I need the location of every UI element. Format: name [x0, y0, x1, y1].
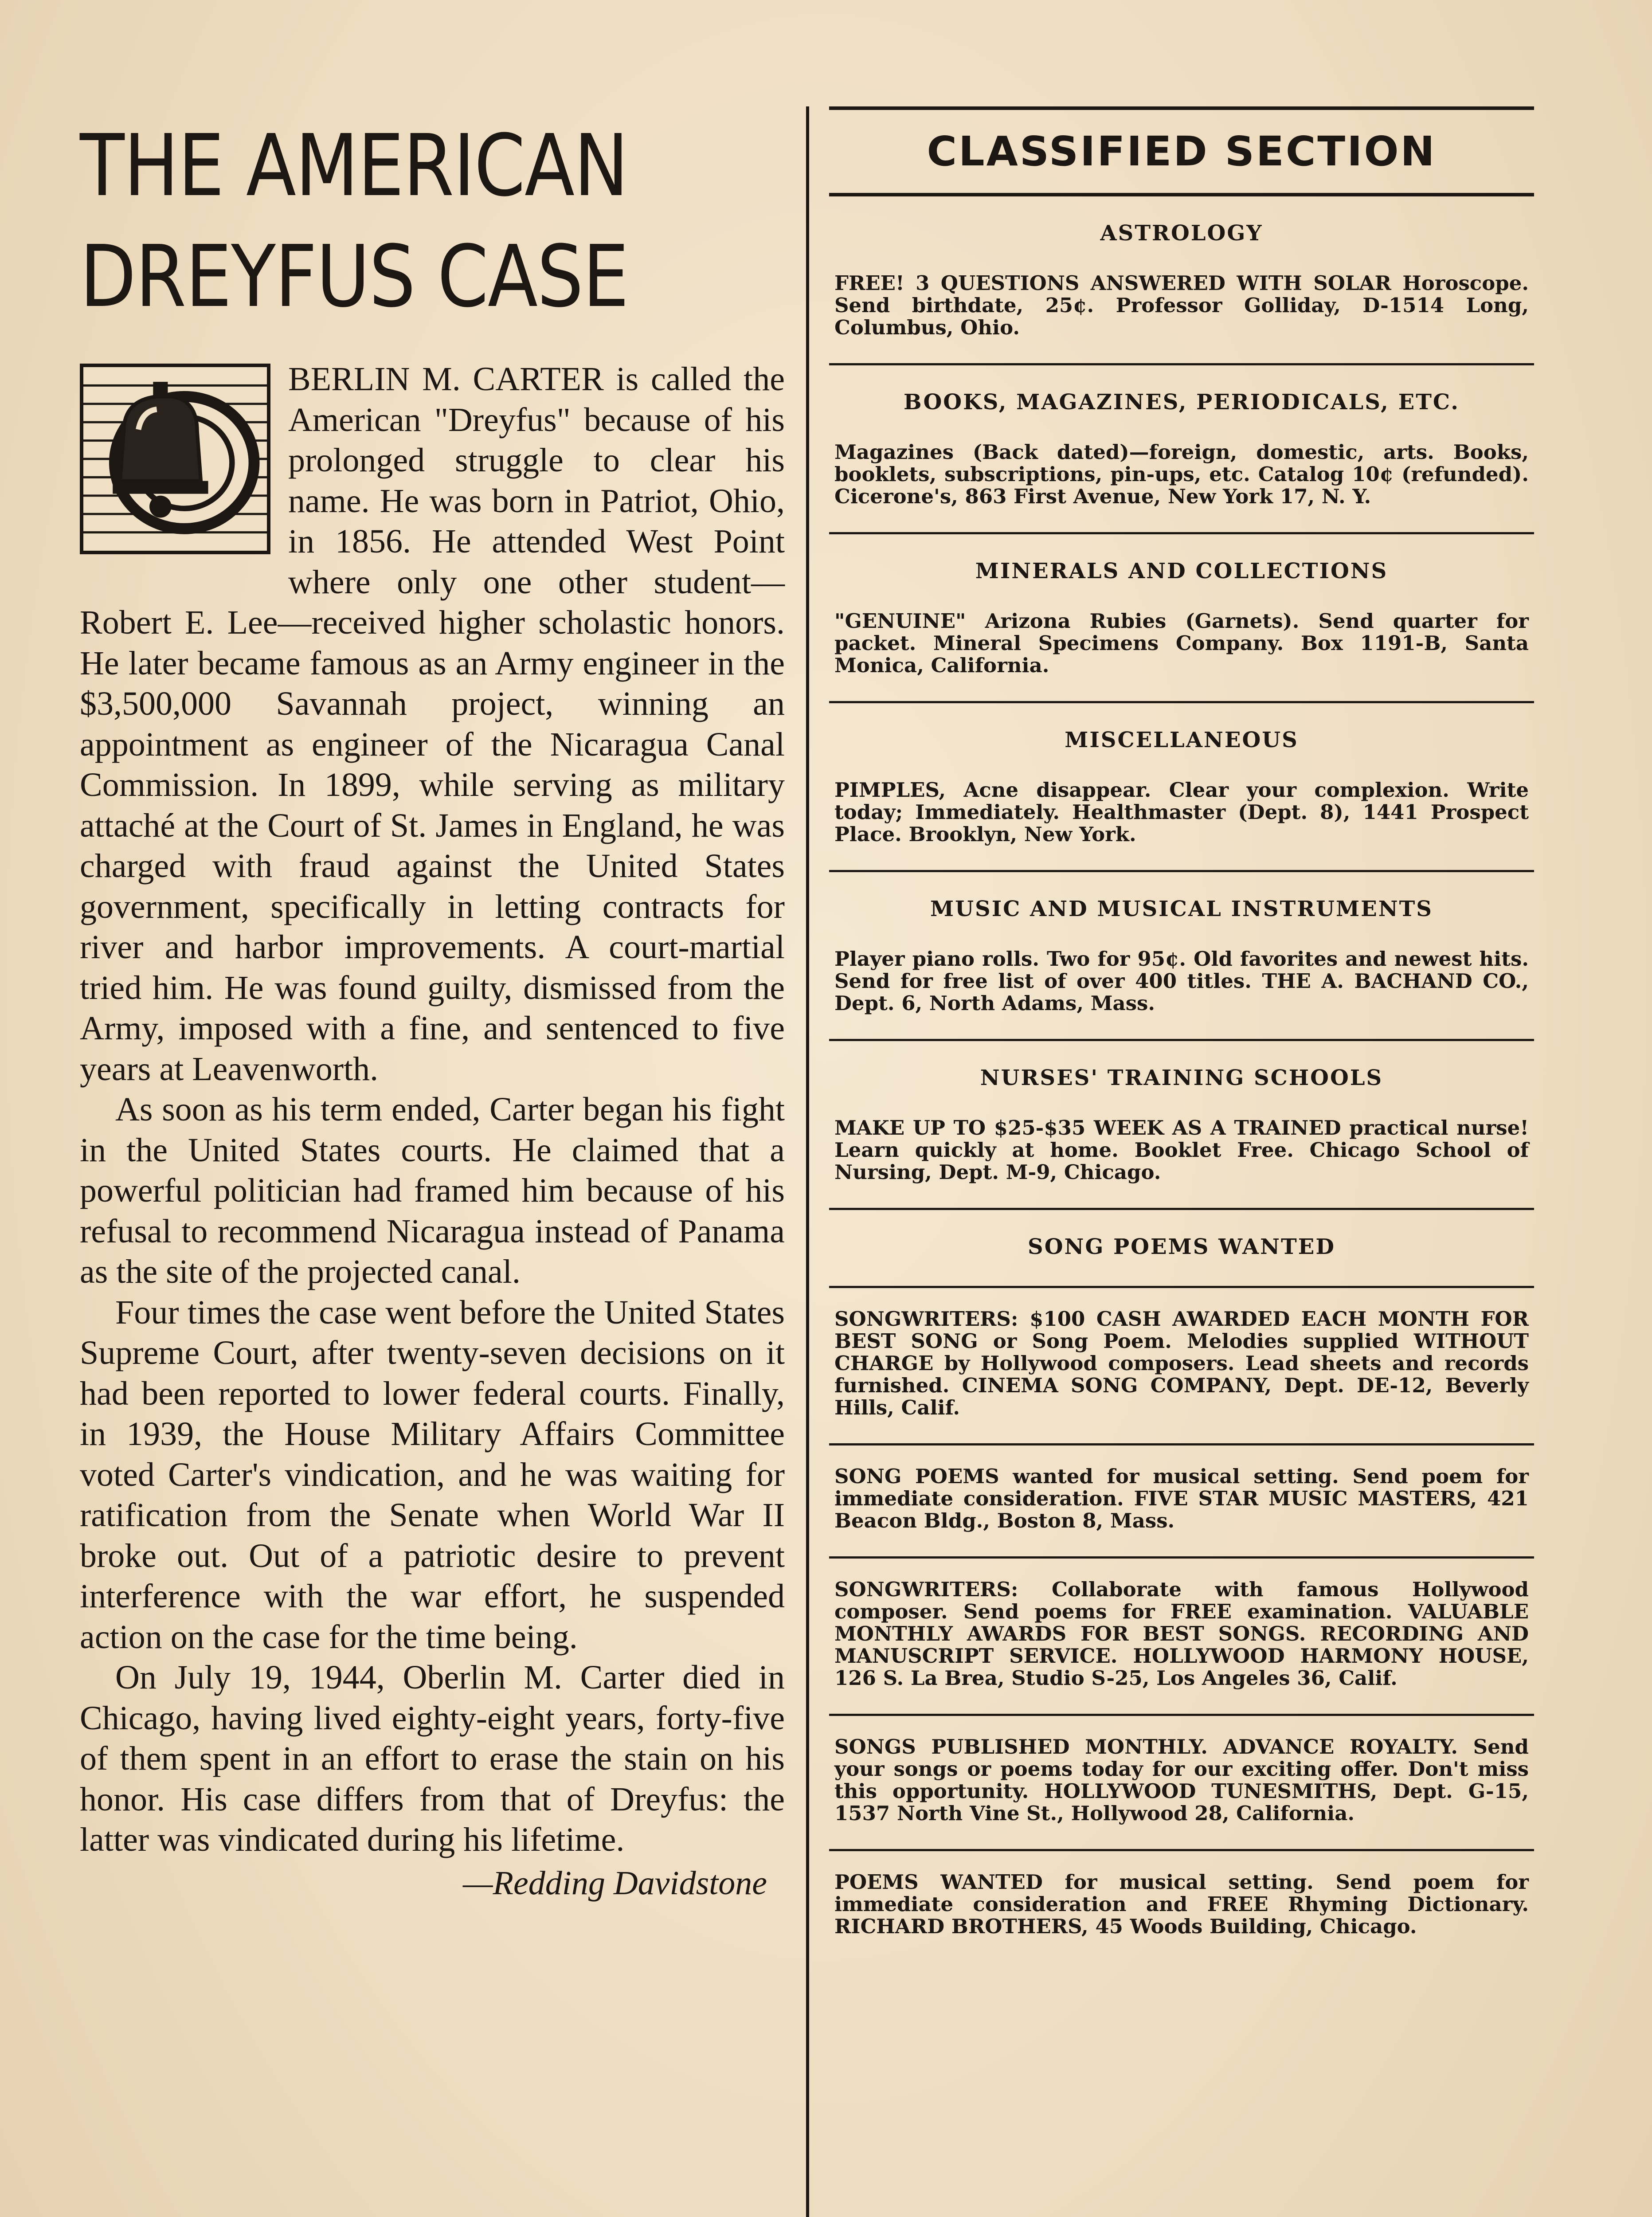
section-heading: ASTROLOGY	[1100, 221, 1263, 246]
section-heading: MUSIC AND MUSICAL INSTRUMENTS	[930, 897, 1433, 921]
column-divider	[806, 106, 809, 2217]
article-byline: —Redding Davidstone	[462, 1864, 767, 1902]
classified-section-music	[829, 872, 1534, 1039]
classified-title-rule	[829, 193, 1534, 196]
section-heading: SONG POEMS WANTED	[1028, 1234, 1335, 1259]
classified-section-minerals	[829, 534, 1534, 701]
section-heading: BOOKS, MAGAZINES, PERIODICALS, ETC.	[904, 390, 1460, 415]
section-heading: MINERALS AND COLLECTIONS	[975, 559, 1388, 584]
classified-ad: "GENUINE" Arizona Rubies (Garnets). Send quarter for packet. Mineral Specimens Company. Box 1191-B, Santa Monica, California.	[834, 609, 1529, 677]
bell-icon	[83, 367, 267, 551]
classified-section-miscellaneous	[829, 703, 1534, 870]
article-paragraph-3: Four times the case went before the United States Supreme Court, after twenty-seven decisions on it had been reported to lower federal courts. Finally, in 1939, the House Military Affairs Committee voted Carter's vindication, and he was waiting for ratification from the Senate when World War II broke out. Out of a patriotic desire to prevent interference with the war effort, he suspended action on the case for the time being.	[80, 1293, 785, 1656]
article-body	[80, 359, 785, 1903]
article-paragraph-4: On July 19, 1944, Oberlin M. Carter died in Chicago, having lived eighty-eight years, forty-five of them spent in an effort to erase the stain on his honor. His case differs from that of Dreyfus: the latter was vindicated during his lifetime.	[80, 1659, 785, 1858]
classified-section-song-poems	[829, 1210, 1534, 1962]
classified-column	[829, 106, 1534, 1962]
classified-section-books	[829, 365, 1534, 532]
classified-ad: PIMPLES, Acne disappear. Clear your complexion. Write today; Immediately. Healthmaster (Dept. 8), 1441 Prospect Place. Brooklyn, New York.	[834, 778, 1529, 846]
classified-ad: POEMS WANTED for musical setting. Send poem for immediate consideration and FREE Rhyming Dictionary. RICHARD BROTHERS, 45 Woods Building, Chicago.	[834, 1870, 1529, 1938]
classified-top-rule	[829, 106, 1534, 110]
article-title-line-2: DREYFUS CASE	[80, 227, 628, 326]
classified-ad: SONG POEMS wanted for musical setting. Send poem for immediate consideration. FIVE STAR MUSIC MASTERS, 421 Beacon Bldg., Boston 8, Mass.	[834, 1465, 1529, 1532]
section-heading: MISCELLANEOUS	[1065, 728, 1299, 752]
classified-ad: FREE! 3 QUESTIONS ANSWERED WITH SOLAR Horoscope. Send birthdate, 25¢. Professor Golliday, D-1514 Long, Columbus, Ohio.	[834, 271, 1529, 339]
article-paragraph-1: BERLIN M. CARTER is called the American "Dreyfus" because of his prolonged struggle to clear his name. He was born in Patriot, Ohio, in 1856. He attended West Point where only one other student—Robert E. Lee—received higher scholastic honors. He later became famous as an Army engineer in the $3,500,000 Savannah project, winning an appointment as engineer of the Nicaragua Canal Commission. In 1899, while serving as military attaché at the Court of St. James in England, he was charged with fraud against the United States government, specifically in letting contracts for river and harbor improvements. A court-martial tried him. He was found guilty, dismissed from the Army, imposed with a fine, and sentenced to five years at Leavenworth.	[80, 360, 785, 1088]
classified-ad: MAKE UP TO $25-$35 WEEK AS A TRAINED practical nurse! Learn quickly at home. Booklet Free. Chicago School of Nursing, Dept. M-9, Chicago.	[834, 1116, 1529, 1184]
classified-ad: SONGWRITERS: Collaborate with famous Hollywood composer. Send poems for FREE examination. VALUABLE MONTHLY AWARDS FOR BEST SONGS. RECORDING AND MANUSCRIPT SERVICE. HOLLYWOOD HARMONY HOUSE, 126 S. La Brea, Studio S-25, Los Angeles 36, Calif.	[834, 1578, 1529, 1690]
classified-ad: Player piano rolls. Two for 95¢. Old favorites and newest hits. Send for free list of over 400 titles. THE A. BACHAND CO., Dept. 6, North Adams, Mass.	[834, 947, 1529, 1015]
classified-ad: SONGWRITERS: $100 CASH AWARDED EACH MONTH FOR BEST SONG or Song Poem. Melodies supplied WITHOUT CHARGE by Hollywood composers. Lead sheets and records furnished. CINEMA SONG COMPANY, Dept. DE-12, Beverly Hills, Calif.	[834, 1307, 1529, 1419]
dropcap-o-illustration	[80, 364, 270, 554]
section-heading: NURSES' TRAINING SCHOOLS	[980, 1065, 1383, 1090]
article-title	[80, 111, 686, 333]
classified-ad: SONGS PUBLISHED MONTHLY. ADVANCE ROYALTY. Send your songs or poems today for our exciting offer. Don't miss this opportunity. HOLLYWOOD TUNESMITHS, Dept. G-15, 1537 North Vine St., Hollywood 28, California.	[834, 1735, 1529, 1825]
classified-section-nurses	[829, 1041, 1534, 1208]
article-column	[80, 111, 785, 1903]
classified-ad: Magazines (Back dated)—foreign, domestic, arts. Books, booklets, subscriptions, pin-ups, etc. Catalog 10¢ (refunded). Cicerone's, 863 First Avenue, New York 17, N. Y.	[834, 440, 1529, 508]
article-paragraph-2: As soon as his term ended, Carter began his fight in the United States courts. He claimed that a powerful politician had framed him because of his refusal to recommend Nicaragua instead of Panama as the site of the projected canal.	[80, 1091, 785, 1290]
classified-section-astrology	[829, 196, 1534, 363]
classified-title: CLASSIFIED SECTION	[927, 128, 1437, 175]
article-title-line-1: THE AMERICAN	[80, 117, 628, 215]
